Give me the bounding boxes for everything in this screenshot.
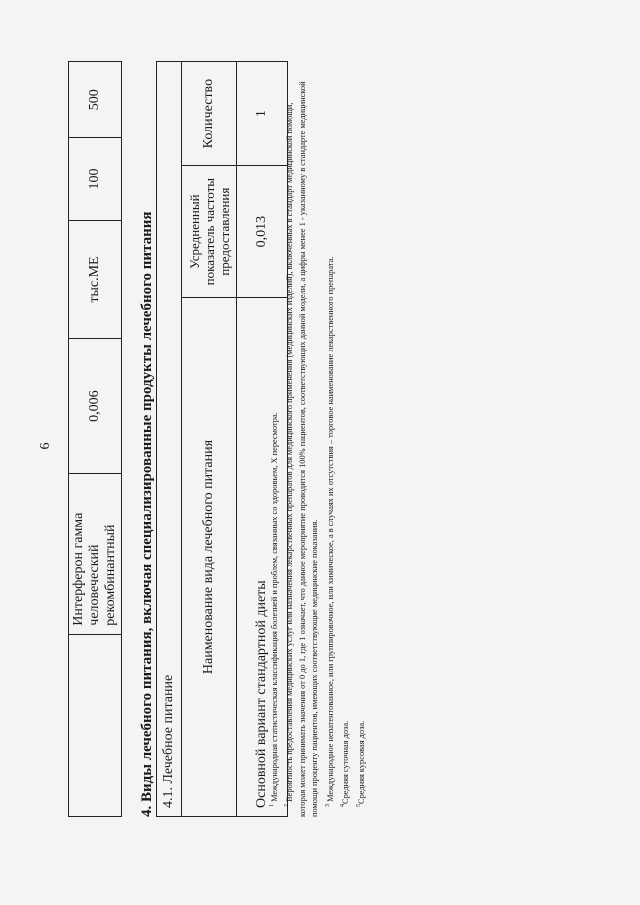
table-row xyxy=(157,62,182,817)
footnote: $^4$Средняя суточная доза. xyxy=(340,720,351,807)
drug-unit-cell: тыс.МЕ xyxy=(69,220,122,339)
diet-frequency-cell: 0,013 xyxy=(237,166,288,298)
footnote: $^3$ Международное непатентованное, или группировочное, или химическое, а в случаях их отсутствия – торговое наименование лекарственного препарата. xyxy=(324,256,335,807)
drug-name-cell: Интерферон гамма человеческий рекомбинантный xyxy=(69,473,122,634)
section-title: 4. Виды лечебного питания, включая специализированные продукты лечебного питания xyxy=(139,211,155,817)
footnote: $^5$Средняя курсовая доза. xyxy=(355,720,366,807)
drug-course-dose-cell: 500 xyxy=(69,62,122,138)
header-quantity: Количество xyxy=(182,62,237,166)
subsection-title: 4.1. Лечебное питание xyxy=(157,62,182,817)
header-frequency: Усредненный показатель частоты предоставления xyxy=(182,166,237,298)
drug-frequency-cell: 0,006 xyxy=(69,339,122,474)
table-row xyxy=(69,62,122,817)
footnotes xyxy=(266,77,368,817)
footnote: $^1$ Международная статистическая классификация болезней и проблем, связанных со здоровьем, X пересмотра. xyxy=(269,412,279,807)
diet-quantity-cell: 1 xyxy=(237,62,288,166)
header-name: Наименование вида лечебного питания xyxy=(182,298,237,817)
drug-table xyxy=(68,61,122,817)
page-number: 6 xyxy=(38,442,53,450)
empty-cell xyxy=(69,634,122,816)
diet-name-cell: Основной вариант стандартной диеты xyxy=(237,298,288,817)
table-header-row xyxy=(182,62,237,817)
footnote: $^2$ Вероятность предоставления медицинских услуг или назначения лекарственных препаратов для медицинского применения (медицинских изделий), включенных в стандарт медицинской помощи, которая может принимать значения от 0 до 1, где 1 означает, что данное мероприятие проводится 100% пациентов, соответствующих данной модели, а цифры менее 1 - указанному в стандарте медицинской помощи проценту пациентов, имеющих соответствующие медицинские показания. xyxy=(284,81,320,817)
drug-daily-dose-cell: 100 xyxy=(69,138,122,220)
